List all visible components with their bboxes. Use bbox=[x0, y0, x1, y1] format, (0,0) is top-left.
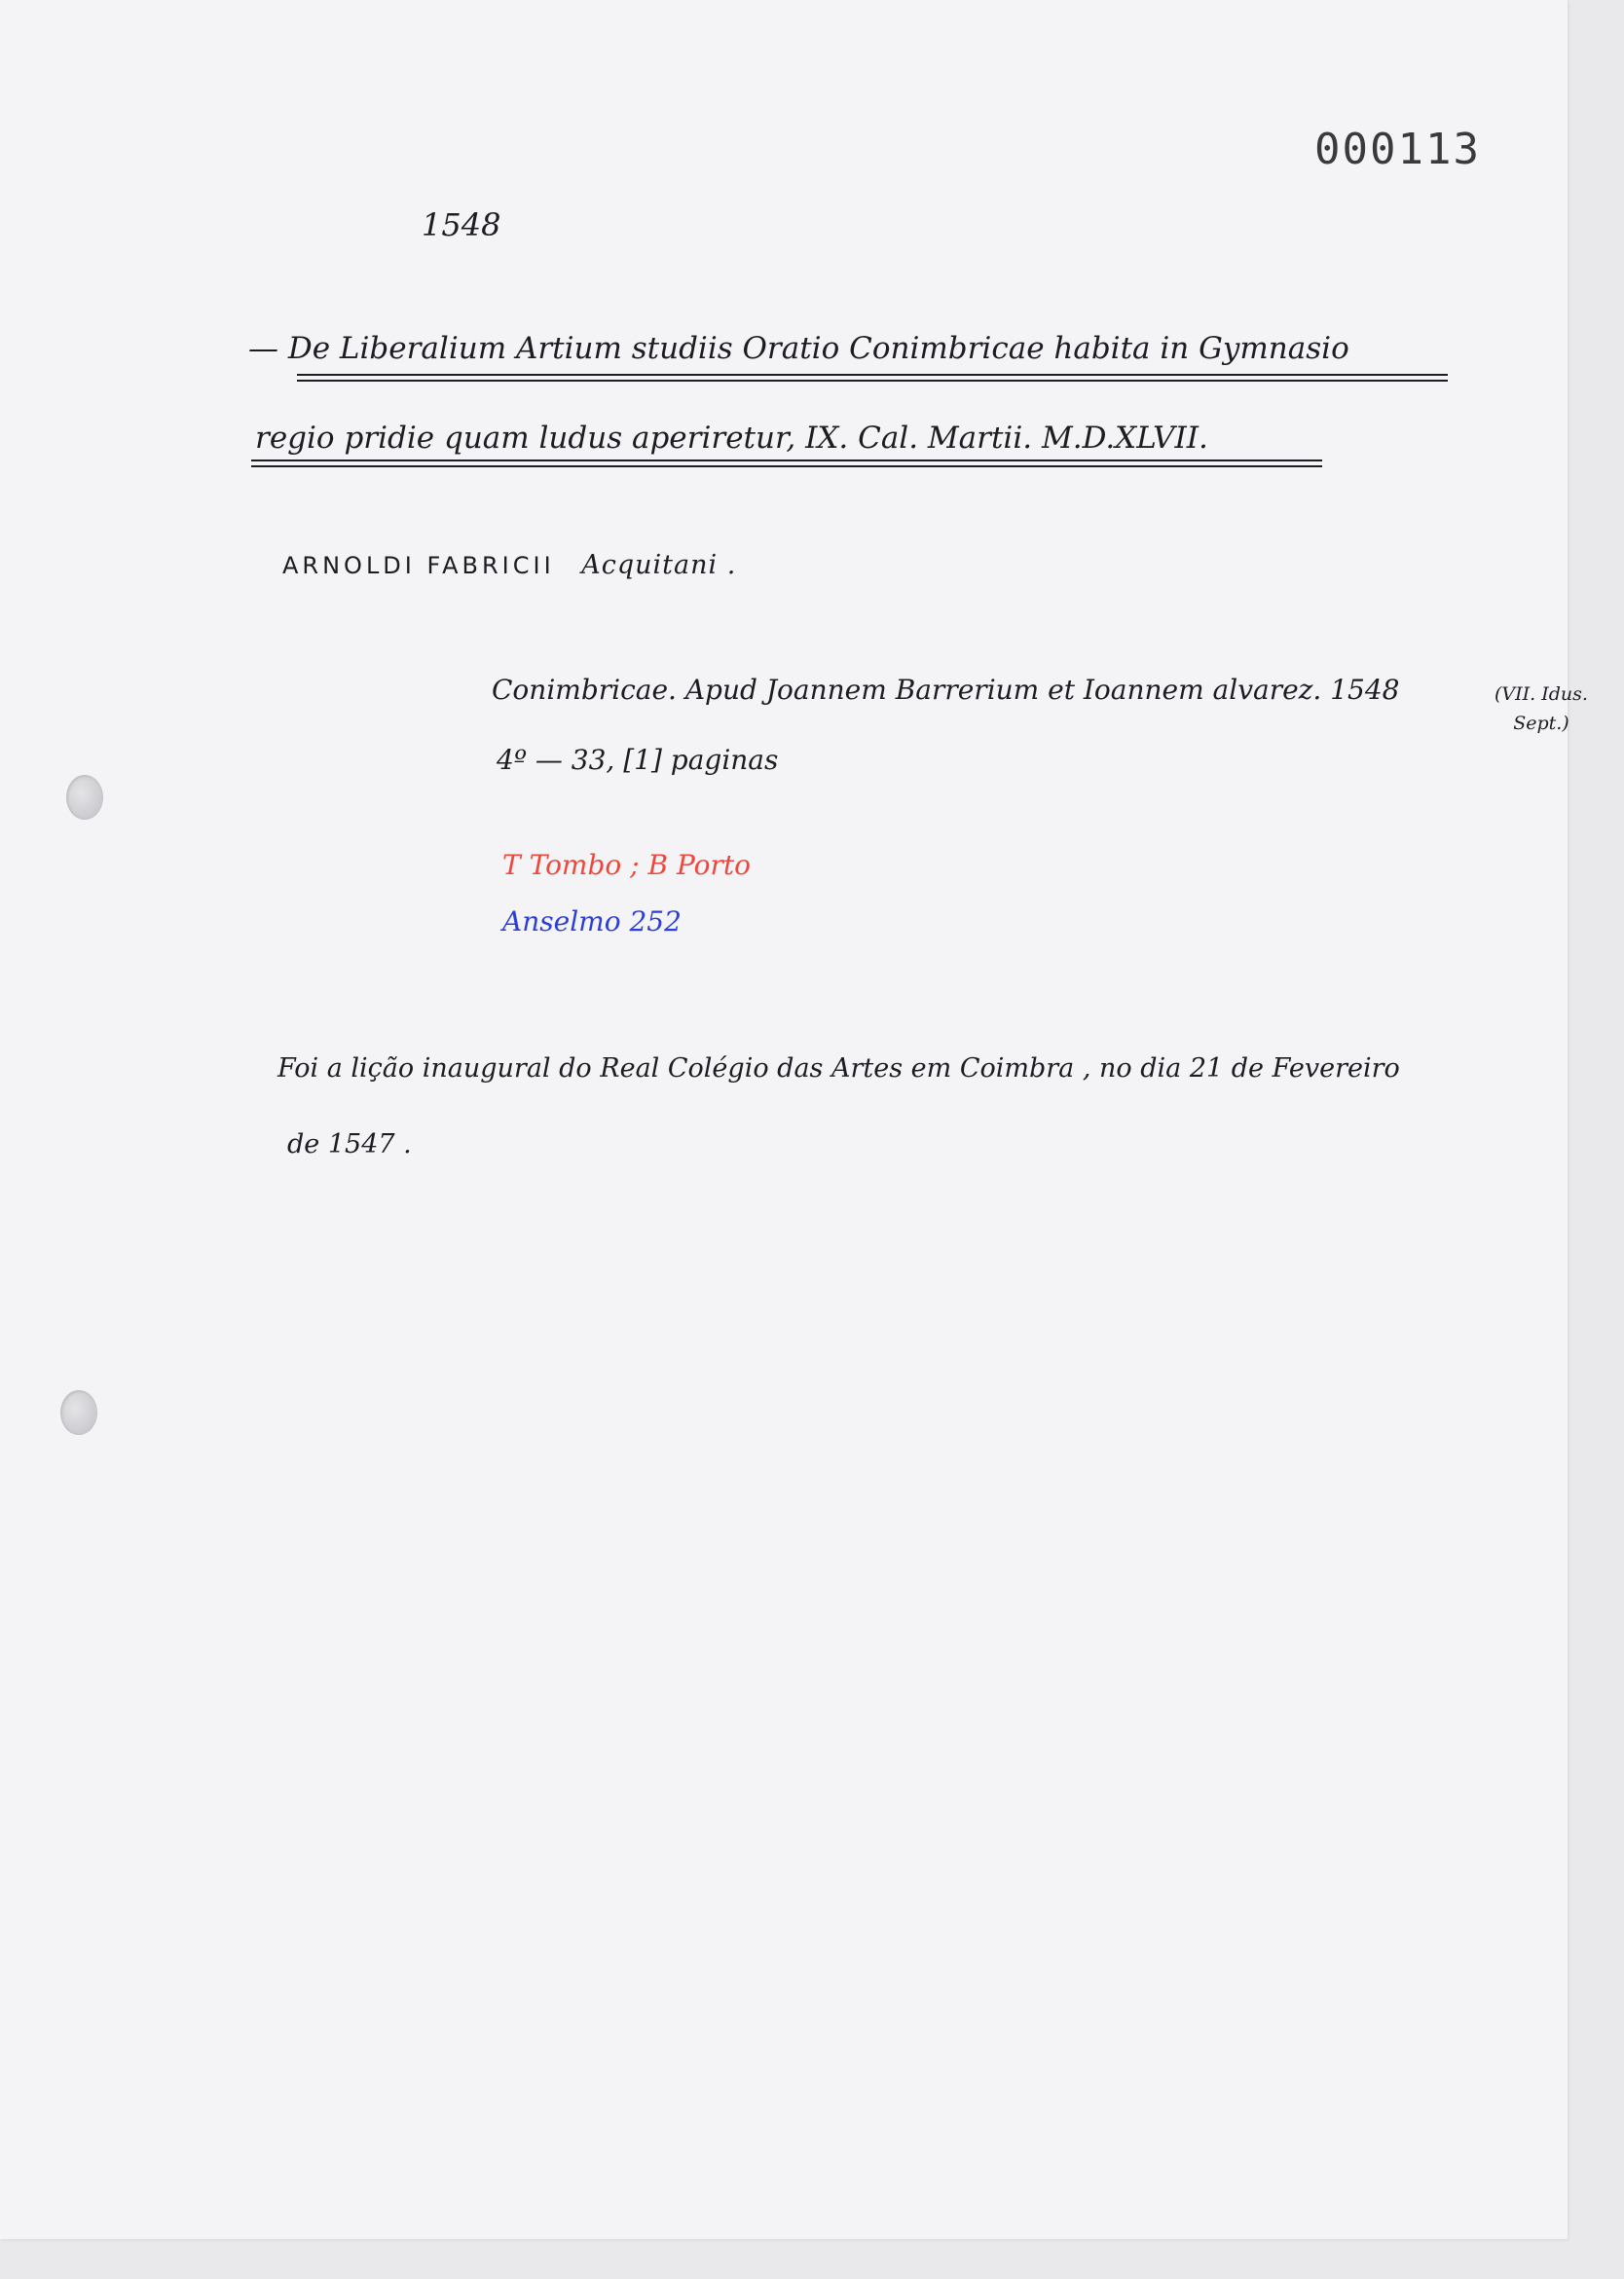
note-line-1: Foi a lição inaugural do Real Colégio das Artes em Coimbra , no dia 21 de Fevereiro bbox=[277, 1053, 1400, 1084]
title-line-2: regio pridie quam ludus aperiretur, IX. Cal. Martii. M.D.XLVII. bbox=[255, 421, 1208, 456]
punch-hole-top bbox=[66, 775, 103, 820]
publication-year: 1548 bbox=[422, 206, 501, 243]
note-line-2: de 1547 . bbox=[287, 1129, 412, 1159]
title-underline-2b bbox=[251, 465, 1322, 467]
imprint-line: Conimbricae. Apud Joannem Barrerium et Ioannem alvarez. 1548 bbox=[492, 674, 1400, 706]
author bbox=[282, 550, 736, 580]
imprint-date-note-line1: (VII. Idus. bbox=[1495, 683, 1588, 705]
title-underline-1a bbox=[297, 374, 1448, 376]
imprint-date-note-line2: Sept.) bbox=[1513, 713, 1569, 734]
holdings-red: T Tombo ; B Porto bbox=[502, 849, 752, 881]
author-epithet: Acquitani . bbox=[581, 550, 737, 580]
collation: 4º — 33, [1] paginas bbox=[497, 744, 779, 776]
imprint-date-note bbox=[1495, 680, 1588, 738]
punch-hole-bottom bbox=[60, 1390, 97, 1435]
title-underline-1b bbox=[297, 380, 1448, 382]
holdings-blue: Anselmo 252 bbox=[502, 905, 682, 937]
title-line-1: — De Liberalium Artium studiis Oratio Conimbricae habita in Gymnasio bbox=[248, 331, 1349, 366]
title-underline-2a bbox=[251, 459, 1322, 461]
stamp-number: 000113 bbox=[1314, 125, 1481, 174]
author-name: ARNOLDI FABRICII bbox=[282, 552, 555, 579]
